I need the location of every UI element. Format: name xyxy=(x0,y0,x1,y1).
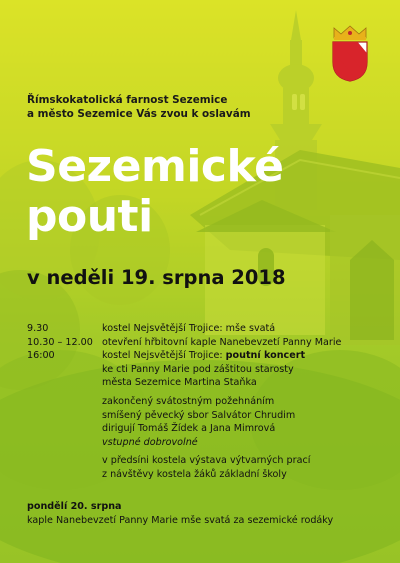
program-text xyxy=(102,349,392,363)
choir-line: zakončený svátostným požehnáním xyxy=(102,395,275,407)
invitation-line: Římskokatolická farnost Sezemice xyxy=(27,94,228,106)
monday-program xyxy=(27,500,333,528)
invitation-text xyxy=(27,94,327,121)
program-text: otevření hřbitovní kaple Nanebevzetí Panny Marie xyxy=(102,336,342,348)
admission-note: vstupné dobrovolné xyxy=(102,436,198,448)
event-date: v neděli 19. srpna 2018 xyxy=(27,266,286,289)
program-text: kostel Nejsvětější Trojice: mše svatá xyxy=(102,323,276,334)
monday-text: kaple Nanebevzetí Panny Marie mše svatá za sezemické rodáky xyxy=(27,515,334,526)
choir-line: smíšený pěvecký sbor Salvátor Chrudim xyxy=(102,409,296,421)
program-row xyxy=(27,349,392,363)
exhibition-line: z návštěvy kostela žáků základní školy xyxy=(102,468,287,480)
program-row xyxy=(27,336,392,350)
exhibition-line: v předsíni kostela výstava výtvarných prací xyxy=(102,455,311,467)
concert-line: ke cti Panny Marie pod záštitou starosty xyxy=(102,363,294,375)
concert-line: města Sezemice Martina Staňka xyxy=(102,377,257,389)
program-time: 9.30 xyxy=(27,323,49,334)
invitation-line: a město Sezemice Vás zvou k oslavám xyxy=(27,107,251,120)
monday-heading: pondělí 20. srpna xyxy=(27,501,122,512)
program-time: 10.30 – 12.00 xyxy=(27,336,93,348)
sezemice-coat-of-arms-icon xyxy=(330,24,370,82)
title-line: Sezemické xyxy=(26,141,284,192)
program-row xyxy=(27,322,392,336)
program-text-plain: kostel Nejsvětější Trojice: xyxy=(102,350,226,362)
program-schedule xyxy=(27,322,392,482)
page-title xyxy=(26,142,283,242)
concert-highlight: poutní koncert xyxy=(225,350,306,362)
title-line: pouti xyxy=(26,191,153,242)
concert-details xyxy=(102,363,392,482)
choir-line: dirigují Tomáš Žídek a Jana Mimrová xyxy=(102,423,276,435)
program-time: 16:00 xyxy=(27,350,55,362)
program-row xyxy=(27,363,392,482)
